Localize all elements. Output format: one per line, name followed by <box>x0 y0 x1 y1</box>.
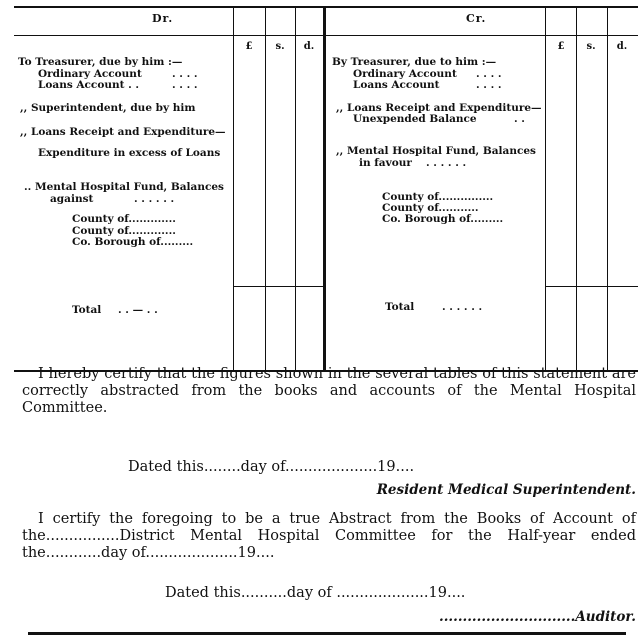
right-total: Total <box>385 301 415 313</box>
header-rule <box>14 35 638 36</box>
right-total-rule <box>545 286 638 287</box>
certify-statement-2: I certify the foregoing to be a true Abstract from the Books of Account of the................District Mental Hospital Committee for the Half-year ended the............day of....................19.... <box>22 511 636 561</box>
left-mental-fund: .. Mental Hospital Fund, Balances <box>24 181 224 193</box>
ledger-table <box>14 6 638 372</box>
dr-heading: Dr. <box>152 12 174 25</box>
right-county-1: County of............... <box>382 191 494 203</box>
left-co-borough: Co. Borough of......... <box>72 236 194 248</box>
bottom-rule <box>28 632 626 635</box>
dated-line-2: Dated this..........day of ....................19.... <box>165 585 466 601</box>
left-pence-divider <box>295 8 296 370</box>
cr-heading: Cr. <box>466 12 487 25</box>
left-loans-receipt: ,, Loans Receipt and Expenditure— <box>20 126 226 138</box>
left-county-2: County of............. <box>72 225 176 237</box>
right-pound-label: £ <box>557 41 565 52</box>
left-treasurer-due: To Treasurer, due by him :— <box>18 56 183 68</box>
center-divider <box>323 8 326 370</box>
right-total-dots: . . . . . . <box>442 301 483 313</box>
right-unexpended-dots: . . <box>514 113 525 125</box>
left-ordinary-dots: . . . . <box>172 68 198 80</box>
left-ordinary-account: Ordinary Account <box>38 68 142 80</box>
right-pence-label: d. <box>616 41 628 52</box>
right-loans-receipt: ,, Loans Receipt and Expenditure— <box>336 102 542 114</box>
right-treasurer-due: By Treasurer, due to him :— <box>332 56 497 68</box>
left-against-dots: . . . . . . <box>134 193 175 205</box>
left-pound-divider <box>233 8 234 370</box>
right-shilling-divider <box>576 8 577 370</box>
right-pence-divider <box>607 8 608 370</box>
right-shilling-label: s. <box>586 41 596 52</box>
left-pound-label: £ <box>245 41 253 52</box>
left-total-dots: . . — . . <box>118 304 158 316</box>
left-shilling-divider <box>265 8 266 370</box>
right-ordinary-dots: . . . . <box>476 68 502 80</box>
certify-statement-1: I hereby certify that the figures shown in the several tables of this statement are correctly abstracted from the books and accounts of the Mental Hospital Committee. <box>22 366 636 416</box>
right-in-favour: in favour <box>359 157 412 169</box>
left-pence-label: d. <box>303 41 315 52</box>
left-expenditure-excess: Expenditure in excess of Loans <box>38 147 221 159</box>
resident-medical-superintendent: Resident Medical Superintendent. <box>376 482 636 498</box>
dated-line-1: Dated this........day of....................19.... <box>128 459 415 475</box>
right-loans-account: Loans Account <box>353 79 440 91</box>
left-total-rule <box>233 286 323 287</box>
right-county-2: County of........... <box>382 202 479 214</box>
left-total: Total <box>72 304 102 316</box>
right-co-borough: Co. Borough of......... <box>382 213 504 225</box>
left-loans-dots: . . . . <box>172 79 198 91</box>
right-mental-fund: ,, Mental Hospital Fund, Balances <box>336 145 536 157</box>
right-in-favour-dots: . . . . . . <box>426 157 467 169</box>
left-against: against <box>50 193 94 205</box>
right-pound-divider <box>545 8 546 370</box>
left-loans-account: Loans Account . . <box>38 79 140 91</box>
right-unexpended: Unexpended Balance <box>353 113 477 125</box>
left-shilling-label: s. <box>275 41 285 52</box>
right-loans-dots: . . . . <box>476 79 502 91</box>
left-superintendent: ,, Superintendent, due by him <box>20 102 196 114</box>
auditor-signature-line: .............................Auditor. <box>439 609 636 625</box>
right-ordinary-account: Ordinary Account <box>353 68 457 80</box>
left-county-1: County of............. <box>72 213 176 225</box>
